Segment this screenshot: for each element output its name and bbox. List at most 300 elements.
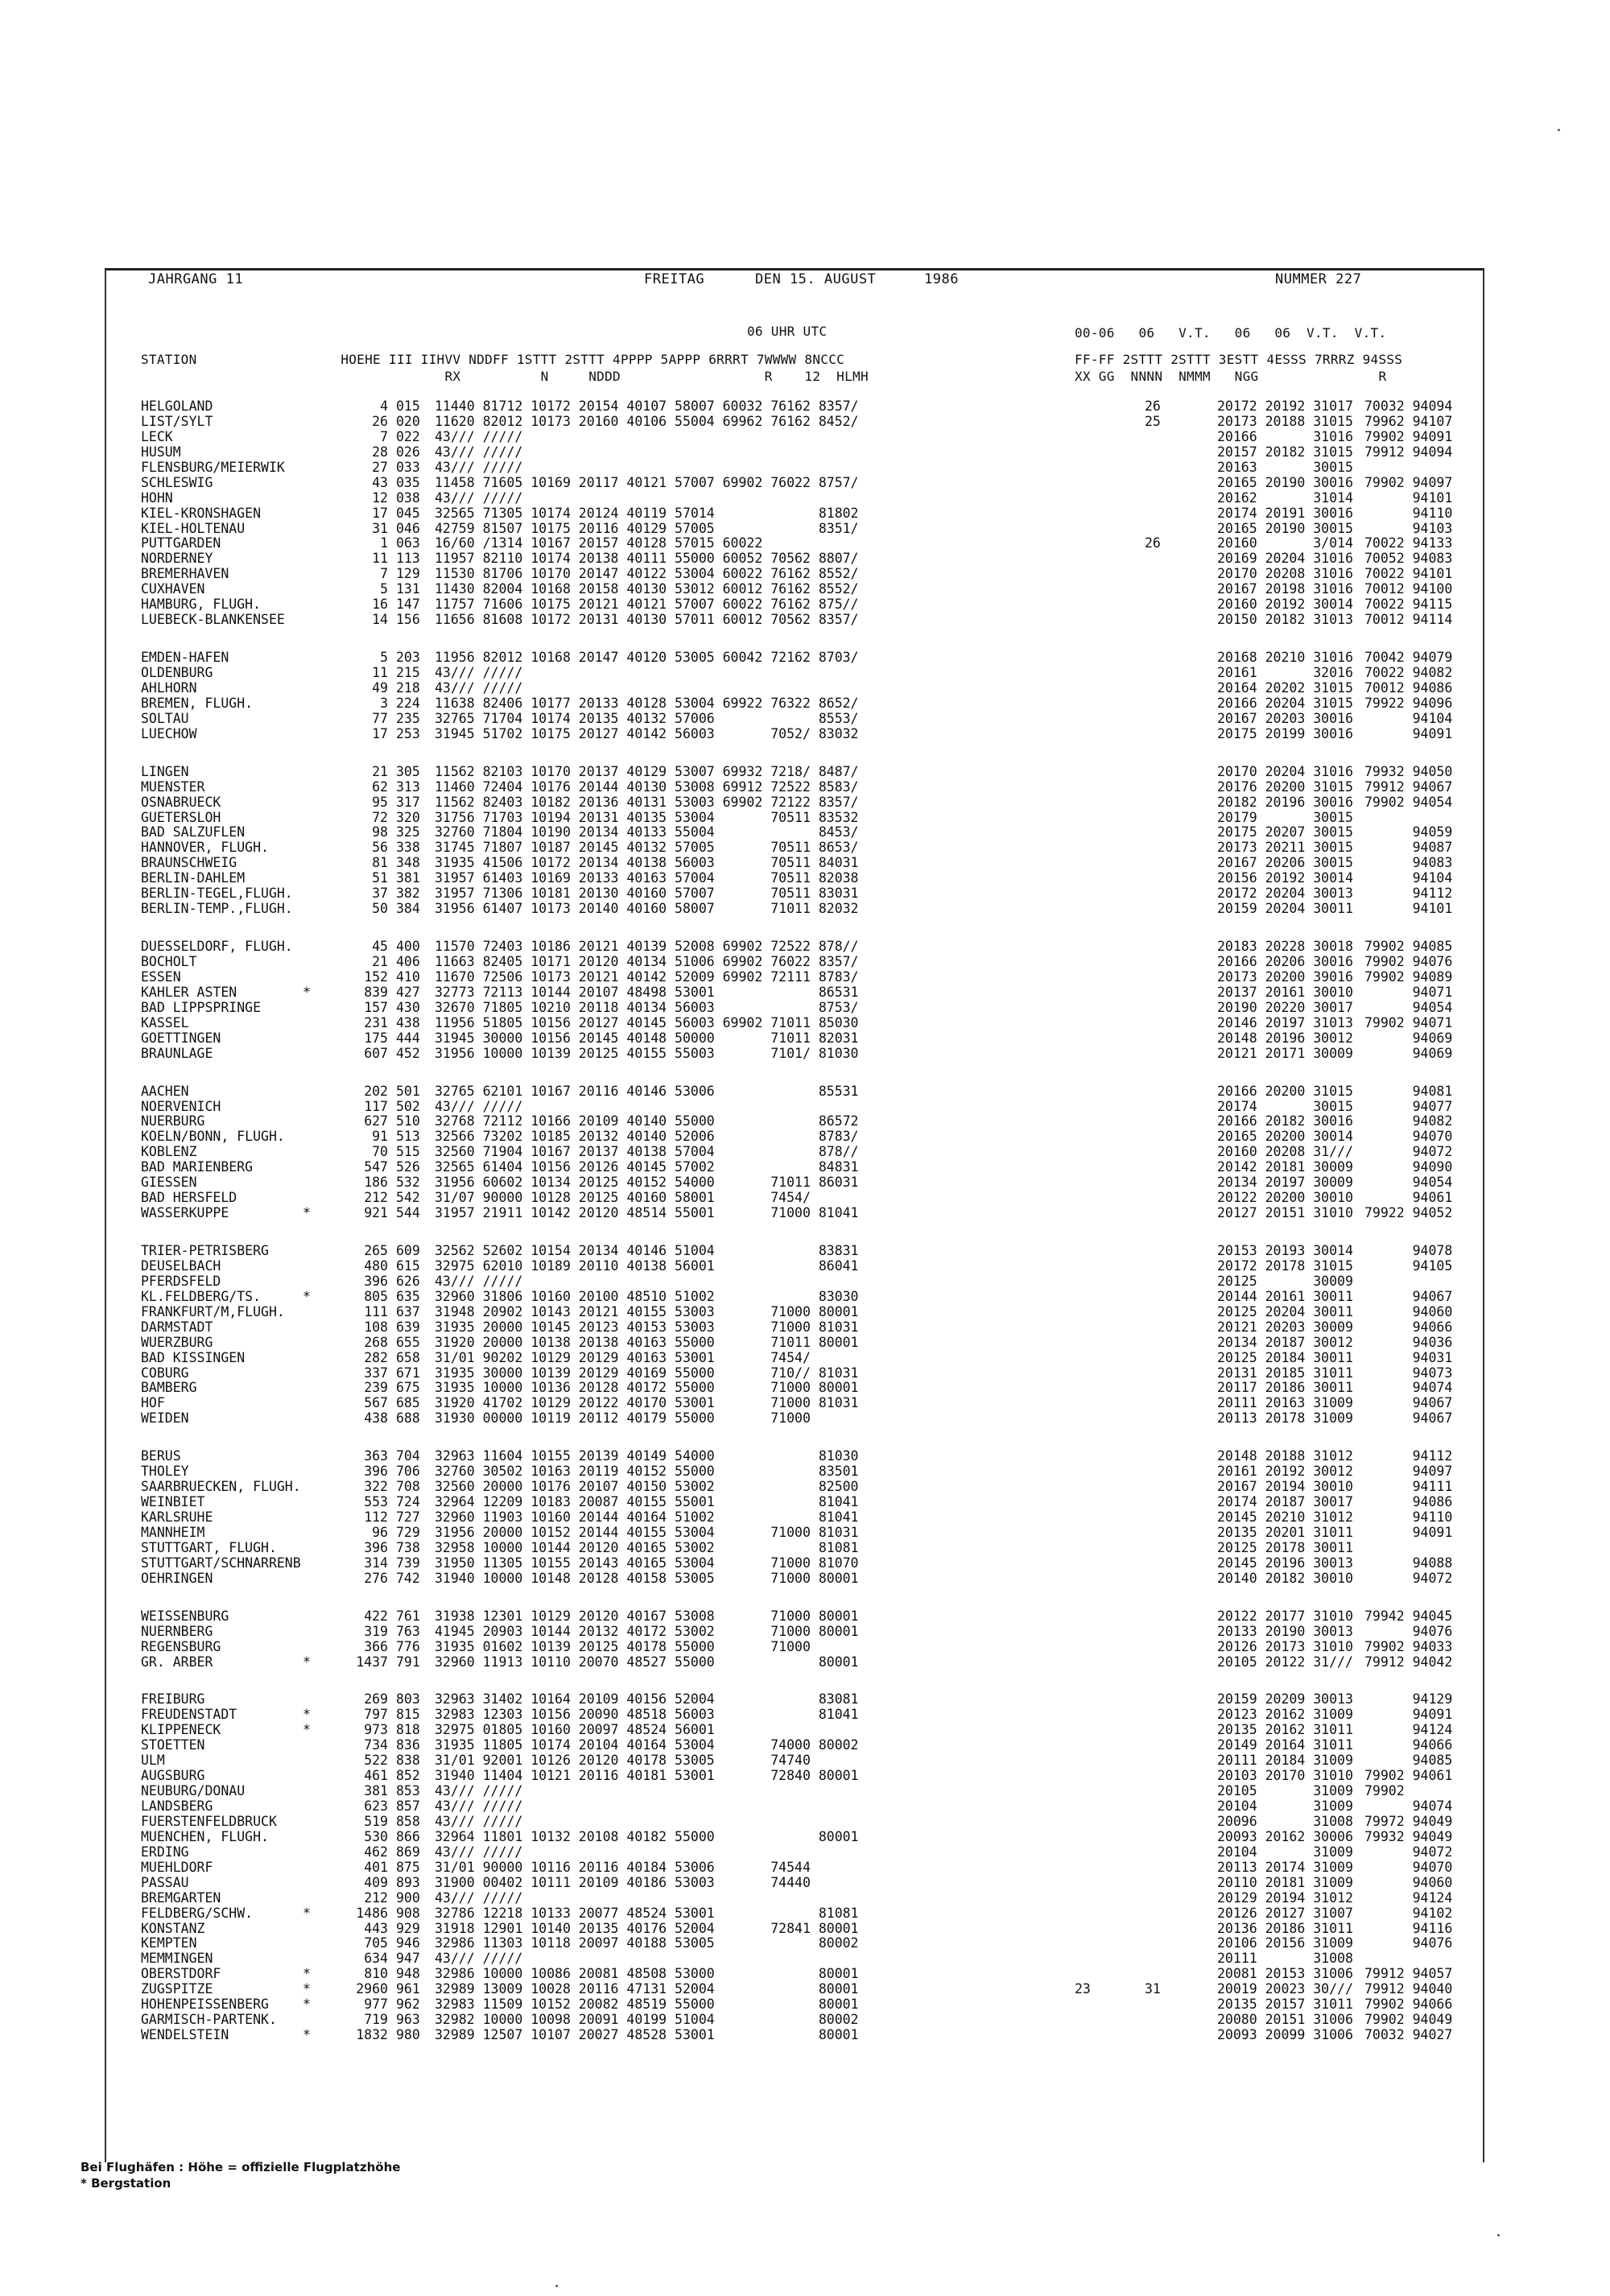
- observation-groups: 32565 71305 10174 20124 40119 57014 81802: [435, 505, 859, 521]
- station-height: 70: [372, 1144, 388, 1160]
- station-id: 444: [396, 1030, 420, 1046]
- table-row: [0, 1175, 1610, 1191]
- station-height: 977: [364, 1997, 388, 2013]
- temperature-groups: 20096 31008: [1217, 1813, 1353, 1829]
- precip-snow-groups: 94102: [1364, 1905, 1453, 1921]
- station-name: FREIBURG: [141, 1691, 205, 1708]
- station-id: 866: [396, 1828, 420, 1844]
- station-id: 502: [396, 1098, 420, 1114]
- observation-groups: 32786 12218 10133 20077 48524 53001 81081: [435, 1905, 859, 1921]
- station-height: 705: [364, 1935, 388, 1951]
- scan-speck: [1497, 2234, 1500, 2236]
- table-row: [0, 1016, 1610, 1031]
- temperature-groups: 20166 20200 31015: [1217, 1083, 1353, 1099]
- precip-snow-groups: 79902 94097: [1364, 474, 1453, 490]
- temperature-groups: 20106 20156 31009: [1217, 1935, 1353, 1951]
- table-row: [0, 727, 1610, 742]
- column-headings-right: FF-FF 2STTT 2STTT 3ESTT 4ESSS 7RRRZ 94SSS: [1075, 352, 1403, 367]
- table-row: [0, 1274, 1610, 1290]
- station-height: 268: [364, 1334, 388, 1350]
- observation-groups: 32989 12507 10107 20027 48528 53001 80001: [435, 2027, 859, 2043]
- observation-groups: 31956 10000 10139 20125 40155 55003 7101/ 81030: [435, 1045, 859, 1061]
- station-name: GARMISCH-PARTENK.: [141, 2012, 277, 2028]
- table-row: [0, 1001, 1610, 1016]
- table-row: [0, 825, 1610, 840]
- station-name: HAMBURG, FLUGH.: [141, 597, 262, 613]
- station-height: 734: [364, 1737, 388, 1753]
- observation-groups: 32760 30502 10163 20119 40152 55000 83501: [435, 1464, 859, 1480]
- temperature-groups: 20167 20206 30015: [1217, 855, 1353, 871]
- station-name: KOBLENZ: [141, 1144, 197, 1160]
- station-id: 253: [396, 725, 420, 741]
- precip-snow-groups: 70022 94115: [1364, 597, 1453, 613]
- station-id: 857: [396, 1798, 420, 1814]
- precip-snow-groups: 94091: [1364, 1707, 1453, 1723]
- station-name: BERLIN-DAHLEM: [141, 870, 246, 886]
- precip-snow-groups: 79902 94091: [1364, 428, 1453, 444]
- observation-groups: 31938 12301 10129 20120 40167 53008 71000 80001: [435, 1608, 859, 1624]
- temperature-groups: 20179 30015: [1217, 809, 1353, 825]
- station-id: 858: [396, 1813, 420, 1829]
- station-id: 739: [396, 1555, 420, 1571]
- observation-groups: 31920 20000 10138 20138 40163 55000 71011 80001: [435, 1334, 859, 1350]
- station-name: FLENSBURG/MEIERWIK: [141, 459, 285, 475]
- observation-groups: 32963 11604 10155 20139 40149 54000 81030: [435, 1448, 859, 1464]
- precip-snow-groups: 70032 94027: [1364, 2027, 1453, 2043]
- temperature-groups: 20104 31009: [1217, 1844, 1353, 1860]
- temperature-groups: 20166 20206 30016: [1217, 954, 1353, 969]
- table-row: [0, 765, 1610, 780]
- table-row: [0, 1951, 1610, 1967]
- temperature-groups: 20167 20203 30016: [1217, 710, 1353, 726]
- station-name: THOLEY: [141, 1464, 189, 1480]
- precip-snow-groups: 79922 94052: [1364, 1205, 1453, 1221]
- station-id: 776: [396, 1638, 420, 1654]
- observation-groups: 11430 82004 10168 20158 40130 53012 60012 76162 8552/: [435, 581, 859, 597]
- station-height: 11: [372, 551, 388, 567]
- station-id: 704: [396, 1448, 420, 1464]
- station-height: 186: [364, 1175, 388, 1191]
- station-id: 893: [396, 1874, 420, 1890]
- precip-snow-groups: 79902 94076: [1364, 954, 1453, 969]
- observation-groups: 32773 72113 10144 20107 48498 53001 86531: [435, 984, 859, 1000]
- temperature-groups: 20175 20199 30016: [1217, 725, 1353, 741]
- temperature-groups: 20149 20164 31011: [1217, 1737, 1353, 1753]
- table-row: [0, 1320, 1610, 1336]
- station-id: 320: [396, 809, 420, 825]
- station-name: DEUSELBACH: [141, 1257, 221, 1274]
- table-row: [0, 1753, 1610, 1769]
- station-name: LINGEN: [141, 763, 189, 779]
- observation-groups: 32960 31806 10160 20100 48510 51002 83030: [435, 1288, 859, 1304]
- precip-snow-groups: 94069: [1364, 1030, 1453, 1046]
- station-height: 12: [372, 489, 388, 506]
- table-row: [0, 415, 1610, 430]
- table-row: [0, 856, 1610, 871]
- table-row: [0, 506, 1610, 522]
- precip-snow-groups: 94087: [1364, 840, 1453, 856]
- station-height: 56: [372, 840, 388, 856]
- station-height: 27: [372, 459, 388, 475]
- station-name: LECK: [141, 428, 173, 444]
- observation-groups: 32982 10000 10098 20091 40199 51004 80002: [435, 2012, 859, 2028]
- temperature-groups: 20129 20194 31012: [1217, 1889, 1353, 1906]
- station-id: 869: [396, 1844, 420, 1860]
- precip-snow-groups: 94069: [1364, 1045, 1453, 1061]
- mountain-station-marker: *: [303, 1288, 311, 1304]
- precip-snow-groups: 70042 94079: [1364, 650, 1453, 666]
- temperature-groups: 20134 20187 30012: [1217, 1334, 1353, 1350]
- observation-groups: 11638 82406 10177 20133 40128 53004 69922 76322 8652/: [435, 695, 859, 711]
- precip-snow-groups: 94070: [1364, 1859, 1453, 1875]
- station-name: KL.FELDBERG/TS.: [141, 1288, 262, 1304]
- station-id: 063: [396, 535, 420, 551]
- precip-snow-groups: 79912 94094: [1364, 444, 1453, 460]
- table-row: [0, 1876, 1610, 1891]
- station-height: 231: [364, 1014, 388, 1030]
- station-id: 305: [396, 763, 420, 779]
- station-name: PASSAU: [141, 1874, 189, 1890]
- temperature-groups: 20080 20151 31006: [1217, 2012, 1353, 2028]
- temperature-groups: 20165 20190 30016: [1217, 474, 1353, 490]
- station-height: 921: [364, 1205, 388, 1221]
- mountain-station-marker: *: [303, 1707, 311, 1723]
- precip-snow-groups: 94060: [1364, 1874, 1453, 1890]
- station-name: AUGSBURG: [141, 1768, 205, 1784]
- station-height: 1832: [356, 2027, 388, 2043]
- station-height: 16: [372, 597, 388, 613]
- observation-groups: 11460 72404 10176 20144 40130 53008 69912 72522 8583/: [435, 778, 859, 795]
- station-id: 803: [396, 1691, 420, 1708]
- station-name: MEMMINGEN: [141, 1951, 213, 1967]
- precip-snow-groups: 79902 94049: [1364, 2012, 1453, 2028]
- precip-snow-groups: 94076: [1364, 1935, 1453, 1951]
- table-row: [0, 1738, 1610, 1753]
- station-height: 5: [380, 581, 388, 597]
- station-id: 791: [396, 1654, 420, 1670]
- station-name: MUENCHEN, FLUGH.: [141, 1828, 269, 1844]
- precip-snow-groups: 79932 94050: [1364, 763, 1453, 779]
- temperature-groups: 20145 20210 31012: [1217, 1509, 1353, 1525]
- precip-snow-groups: 94059: [1364, 824, 1453, 840]
- station-height: 1: [380, 535, 388, 551]
- station-name: WASSERKUPPE: [141, 1205, 229, 1221]
- station-height: 409: [364, 1874, 388, 1890]
- station-id: 515: [396, 1144, 420, 1160]
- station-name: BRAUNLAGE: [141, 1045, 213, 1061]
- station-id: 501: [396, 1083, 420, 1099]
- table-row: [0, 955, 1610, 970]
- observation-groups: 31935 30000 10139 20129 40169 55000 710// 81031: [435, 1365, 859, 1381]
- observation-groups: 43/// /////: [435, 444, 523, 460]
- station-height: 17: [372, 725, 388, 741]
- station-id: 438: [396, 1014, 420, 1030]
- station-name: FELDBERG/SCHW.: [141, 1905, 254, 1921]
- table-row: [0, 2013, 1610, 2028]
- table-row: [0, 445, 1610, 460]
- table-row: [0, 1692, 1610, 1708]
- station-name: HOHN: [141, 489, 173, 506]
- station-height: 269: [364, 1691, 388, 1708]
- table-row: [0, 613, 1610, 628]
- station-id: 742: [396, 1570, 420, 1586]
- station-height: 17: [372, 505, 388, 521]
- station-name: KOELN/BONN, FLUGH.: [141, 1129, 285, 1145]
- observation-groups: 32963 31402 10164 20109 40156 52004 83081: [435, 1691, 859, 1708]
- temperature-groups: 20105 20122 31///: [1217, 1654, 1353, 1670]
- station-name: BRAUNSCHWEIG: [141, 855, 237, 871]
- table-row: [0, 1982, 1610, 1997]
- station-name: KEMPTEN: [141, 1935, 197, 1951]
- observation-groups: 32975 01805 10160 20097 48524 56001: [435, 1722, 715, 1738]
- observation-groups: 31956 20000 10152 20144 40155 53004 71000 81031: [435, 1524, 859, 1540]
- table-row: [0, 1815, 1610, 1830]
- table-row: [0, 840, 1610, 856]
- table-row: [0, 1305, 1610, 1320]
- mountain-station-marker: *: [303, 1981, 311, 1997]
- precip-snow-groups: 79922 94096: [1364, 695, 1453, 711]
- station-height: 77: [372, 710, 388, 726]
- volume-label: JAHRGANG 11: [148, 271, 244, 287]
- station-name: SAARBRUECKEN, FLUGH.: [141, 1479, 301, 1495]
- station-name: ESSEN: [141, 968, 181, 985]
- station-name: BREMEN, FLUGH.: [141, 695, 254, 711]
- station-height: 627: [364, 1113, 388, 1129]
- observation-groups: 32670 71805 10210 20118 40134 56003 8753/: [435, 999, 859, 1015]
- station-id: 961: [396, 1981, 420, 1997]
- table-row: [0, 1191, 1610, 1206]
- observation-groups: 31945 51702 10175 20127 40142 56003 7052/ 83032: [435, 725, 859, 741]
- station-height: 547: [364, 1159, 388, 1175]
- station-height: 461: [364, 1768, 388, 1784]
- station-name: STUTTGART, FLUGH.: [141, 1539, 277, 1555]
- temperature-groups: 20142 20181 30009: [1217, 1159, 1353, 1175]
- temperature-groups: 20153 20193 30014: [1217, 1243, 1353, 1258]
- observation-groups: 43/// /////: [435, 1098, 523, 1114]
- group-spacer: [0, 628, 1610, 650]
- observation-groups: 11570 72403 10186 20121 40139 52008 69902 72522 878//: [435, 939, 859, 955]
- station-name: STOETTEN: [141, 1737, 205, 1753]
- observation-groups: 31940 10000 10148 20128 40158 53005 71000 80001: [435, 1570, 859, 1586]
- observation-groups: 31935 10000 10136 20128 40172 55000 71000 80001: [435, 1380, 859, 1396]
- mountain-station-marker: *: [303, 984, 311, 1000]
- table-row: [0, 1609, 1610, 1625]
- precip-snow-groups: 79902 94061: [1364, 1768, 1453, 1784]
- temperature-groups: 20135 20201 31011: [1217, 1524, 1353, 1540]
- station-id: 655: [396, 1334, 420, 1350]
- station-name: FRANKFURT/M,FLUGH.: [141, 1303, 285, 1319]
- observation-groups: 31945 30000 10156 20145 40148 50000 71011 82031: [435, 1030, 859, 1046]
- observation-groups: 43/// /////: [435, 1889, 523, 1906]
- table-row: [0, 1100, 1610, 1115]
- precip-snow-groups: 79912 94067: [1364, 778, 1453, 795]
- temperature-groups: 20131 20185 31011: [1217, 1365, 1353, 1381]
- station-height: 401: [364, 1859, 388, 1875]
- temperature-groups: 20183 20228 30018: [1217, 939, 1353, 955]
- observation-groups: 43/// /////: [435, 679, 523, 696]
- station-name: PUTTGARDEN: [141, 535, 221, 551]
- station-name: LANDSBERG: [141, 1798, 213, 1814]
- station-name: BAD SALZUFLEN: [141, 824, 246, 840]
- mountain-footnote: * Bergstation: [80, 2176, 171, 2191]
- station-id: 738: [396, 1539, 420, 1555]
- station-name: KONSTANZ: [141, 1920, 205, 1936]
- station-id: 729: [396, 1524, 420, 1540]
- station-name: BAD KISSINGEN: [141, 1349, 246, 1365]
- station-height: 202: [364, 1083, 388, 1099]
- precip-snow-groups: 94067: [1364, 1410, 1453, 1427]
- mountain-station-marker: *: [303, 1205, 311, 1221]
- station-height: 443: [364, 1920, 388, 1936]
- temperature-groups: 20125 30009: [1217, 1273, 1353, 1289]
- precip-snow-groups: 94104: [1364, 710, 1453, 726]
- station-name: TRIER-PETRISBERG: [141, 1243, 269, 1258]
- station-name: KIEL-HOLTENAU: [141, 520, 246, 536]
- precip-snow-groups: 94112: [1364, 886, 1453, 902]
- temperature-groups: 20148 20196 30012: [1217, 1030, 1353, 1046]
- observation-groups: 31935 11805 10174 20104 40164 53004 74000 80002: [435, 1737, 859, 1753]
- precip-snow-groups: 79902 94033: [1364, 1638, 1453, 1654]
- station-height: 51: [372, 870, 388, 886]
- station-id: 022: [396, 428, 420, 444]
- observation-groups: 43/// /////: [435, 1783, 523, 1799]
- station-id: 382: [396, 886, 420, 902]
- temperature-groups: 20150 20182 31013: [1217, 612, 1353, 628]
- mountain-station-marker: *: [303, 1905, 311, 1921]
- precip-snow-groups: 94074: [1364, 1798, 1453, 1814]
- precip-snow-groups: 94110: [1364, 505, 1453, 521]
- station-name: BAD HERSFELD: [141, 1190, 237, 1206]
- station-id: 129: [396, 566, 420, 582]
- table-row: [0, 795, 1610, 811]
- observation-groups: 31940 11404 10121 20116 40181 53001 72840 80001: [435, 1768, 859, 1784]
- station-id: 325: [396, 824, 420, 840]
- station-id: 836: [396, 1737, 420, 1753]
- observation-groups: 32983 12303 10156 20090 48518 56003 81041: [435, 1707, 859, 1723]
- column-subheadings-main: RX N NDDD R 12 HLMH: [141, 369, 869, 384]
- station-height: 719: [364, 2012, 388, 2028]
- table-row: [0, 536, 1610, 551]
- station-id: 962: [396, 1997, 420, 2013]
- table-row: [0, 1259, 1610, 1274]
- observation-groups: 11956 82012 10168 20147 40120 53005 60042 72162 8703/: [435, 650, 859, 666]
- station-height: 72: [372, 809, 388, 825]
- observation-groups: 32768 72112 10166 20109 40140 55000 86572: [435, 1113, 859, 1129]
- station-height: 567: [364, 1395, 388, 1411]
- station-id: 338: [396, 840, 420, 856]
- station-height: 14: [372, 612, 388, 628]
- station-height: 112: [364, 1509, 388, 1525]
- precip-snow-groups: 94086: [1364, 1494, 1453, 1510]
- observation-groups: 31918 12901 10140 20135 40176 52004 72841 80001: [435, 1920, 859, 1936]
- observation-groups: 31957 61403 10169 20133 40163 57004 70511 82038: [435, 870, 859, 886]
- precip-snow-groups: 94090: [1364, 1159, 1453, 1175]
- station-name: ZUGSPITZE: [141, 1981, 213, 1997]
- station-id: 980: [396, 2027, 420, 2043]
- temperature-groups: 20104 31009: [1217, 1798, 1353, 1814]
- station-height: 4: [380, 398, 388, 414]
- table-row: [0, 1799, 1610, 1815]
- temperature-groups: 20122 20200 30010: [1217, 1190, 1353, 1206]
- precip-snow-groups: 79932 94049: [1364, 1828, 1453, 1844]
- column-headings-main: STATION HOEHE III IIHVV NDDFF 1STTT 2STTT 4PPPP 5APPP 6RRRT 7WWWW 8NCCC: [141, 352, 845, 367]
- station-id: 046: [396, 520, 420, 536]
- precip-snow-groups: 94078: [1364, 1243, 1453, 1258]
- table-row: [0, 1336, 1610, 1351]
- precip-snow-groups: 70012 94086: [1364, 679, 1453, 696]
- temperature-groups: 20117 20186 30011: [1217, 1380, 1353, 1396]
- observation-groups: 11956 51805 10156 20127 40145 56003 69902 71011 85030: [435, 1014, 859, 1030]
- station-id: 218: [396, 679, 420, 696]
- observation-groups: 32983 11509 10152 20082 48519 55000 80001: [435, 1997, 859, 2013]
- precip-snow-groups: 94083: [1364, 855, 1453, 871]
- temperature-groups: 20126 20173 31010: [1217, 1638, 1353, 1654]
- station-height: 157: [364, 999, 388, 1015]
- station-height: 108: [364, 1319, 388, 1335]
- observation-groups: 32760 71804 10190 20134 40133 55004 8453/: [435, 824, 859, 840]
- precip-snow-groups: 70052 94083: [1364, 551, 1453, 567]
- temperature-groups: 20165 20200 30014: [1217, 1129, 1353, 1145]
- station-id: 963: [396, 2012, 420, 2028]
- station-id: 406: [396, 954, 420, 969]
- observation-groups: 31957 21911 10142 20120 48514 55001 71000 81041: [435, 1205, 859, 1221]
- observation-groups: 31935 41506 10172 20134 40138 56003 70511 84031: [435, 855, 859, 871]
- station-id: 838: [396, 1753, 420, 1769]
- station-id: 818: [396, 1722, 420, 1738]
- station-height: 519: [364, 1813, 388, 1829]
- temperature-groups: 20168 20210 31016: [1217, 650, 1353, 666]
- table-row: [0, 1449, 1610, 1464]
- station-id: 430: [396, 999, 420, 1015]
- observation-groups: 11562 82103 10170 20137 40129 53007 69932 7218/ 8487/: [435, 763, 859, 779]
- temperature-groups: 20169 20204 31016: [1217, 551, 1353, 567]
- station-height: 462: [364, 1844, 388, 1860]
- observation-groups: 43/// /////: [435, 1813, 523, 1829]
- precip-snow-groups: 94074: [1364, 1380, 1453, 1396]
- station-height: 2960: [356, 1981, 388, 1997]
- station-height: 607: [364, 1045, 388, 1061]
- weekday-label: FREITAG: [644, 271, 705, 287]
- temperature-groups: 20162 31014: [1217, 489, 1353, 506]
- temperature-groups: 20170 20204 31016: [1217, 763, 1353, 779]
- station-name: BREMGARTEN: [141, 1889, 221, 1906]
- wind-gust-value: 26: [1145, 535, 1161, 551]
- observation-groups: 42759 81507 10175 20116 40129 57005 8351/: [435, 520, 859, 536]
- temperature-groups: 20164 20202 31015: [1217, 679, 1353, 696]
- station-name: HELGOLAND: [141, 398, 213, 414]
- station-id: 761: [396, 1608, 420, 1624]
- group-spacer: [0, 1427, 1610, 1449]
- station-id: 026: [396, 444, 420, 460]
- station-height: 276: [364, 1570, 388, 1586]
- temperature-groups: 20137 20161 30010: [1217, 984, 1353, 1000]
- observation-groups: 32986 11303 10118 20097 40188 53005 80002: [435, 1935, 859, 1951]
- station-height: 634: [364, 1951, 388, 1967]
- station-height: 1486: [356, 1905, 388, 1921]
- station-id: 685: [396, 1395, 420, 1411]
- station-name: LUEBECK-BLANKENSEE: [141, 612, 285, 628]
- precip-snow-groups: 94077: [1364, 1098, 1453, 1114]
- station-height: 28: [372, 444, 388, 460]
- observation-groups: 43/// /////: [435, 459, 523, 475]
- station-height: 5: [380, 650, 388, 666]
- station-height: 366: [364, 1638, 388, 1654]
- time-right-heading: 00-06 06 V.T. 06 06 V.T. V.T.: [1075, 325, 1387, 341]
- station-name: FREUDENSTADT: [141, 1707, 237, 1723]
- station-id: 929: [396, 1920, 420, 1936]
- station-name: SCHLESWIG: [141, 474, 213, 490]
- station-height: 7: [380, 566, 388, 582]
